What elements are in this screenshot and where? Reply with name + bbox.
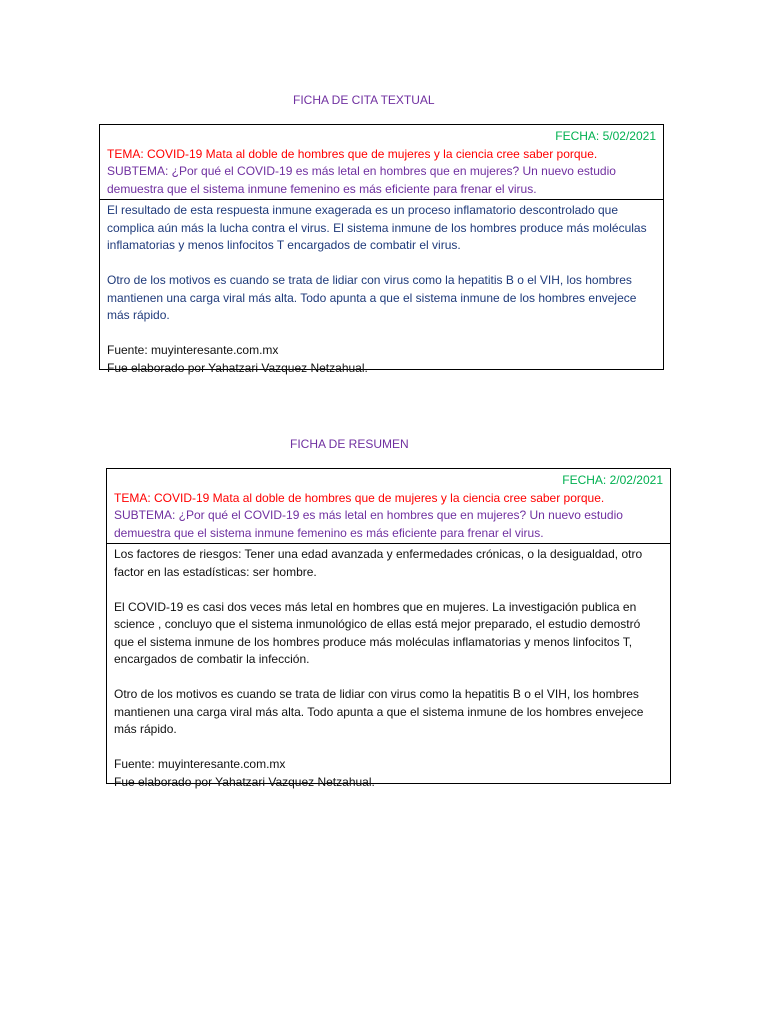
card-2-body (107, 544, 670, 795)
card-2-subtema: SUBTEMA: ¿Por qué el COVID-19 es más letal en hombres que en mujeres? Un nuevo estudio demuestra que el sistema inmune femenino es más eficiente para frenar el virus. (114, 508, 623, 540)
card-1-source: Fuente: muyinteresante.com.mx (107, 343, 279, 357)
card-1-author: Fue elaborado por Yahatzari Vazquez Netzahual. (107, 360, 368, 375)
card-2-date: FECHA: 2/02/2021 (562, 473, 663, 487)
card-1-subtema: SUBTEMA: ¿Por qué el COVID-19 es más letal en hombres que en mujeres? Un nuevo estudio demuestra que el sistema inmune femenino es más eficiente para frenar el virus. (107, 164, 616, 196)
card-2-spacer-3 (114, 739, 663, 757)
card-1-spacer-2 (107, 325, 656, 343)
card-2-spacer-2 (114, 669, 663, 687)
card-2-paragraph-3: Otro de los motivos es cuando se trata de lidiar con virus como la hepatitis B o el VIH, los hombres mantienen una carga viral más alta. Todo apunta a que el sistema inmune de los hombres envejece más rápido. (114, 687, 644, 736)
card-1-date: FECHA: 5/02/2021 (555, 129, 656, 143)
card-1-tema: TEMA: COVID-19 Mata al doble de hombres que de mujeres y la ciencia cree saber porque. (107, 146, 598, 161)
card-2-resumen (106, 468, 671, 789)
card-2-title: FICHA DE RESUMEN (290, 437, 409, 451)
card-2-author: Fue elaborado por Yahatzari Vazquez Netzahual. (114, 774, 375, 789)
card-2-tema: TEMA: COVID-19 Mata al doble de hombres que de mujeres y la ciencia cree saber porque. (114, 490, 605, 505)
card-2-paragraph-1: Los factores de riesgos: Tener una edad avanzada y enfermedades crónicas, o la desigualdad, otro factor en las estadísticas: ser hombre. (114, 547, 643, 579)
card-2-header (107, 469, 670, 544)
card-1-title: FICHA DE CITA TEXTUAL (293, 93, 435, 107)
card-2-paragraph-2: El COVID-19 es casi dos veces más letal en hombres que en mujeres. La investigación publica en science , concluyo que el sistema inmunológico de ellas está mejor preparado, el estudio demostró que el sistema inmune de los hombres produce más moléculas inflamatorias y menos linfocitos T, encargados de combatir la infección. (114, 599, 641, 666)
card-2-spacer-1 (114, 581, 663, 599)
card-1-spacer-1 (107, 255, 656, 273)
card-1-header (100, 125, 663, 200)
card-1-body (100, 200, 663, 381)
card-1-paragraph-1: El resultado de esta respuesta inmune exagerada es un proceso inflamatorio descontrolado que complica aún más la lucha contra el virus. El sistema inmune de los hombres produce más moléculas inflamatorias y menos linfocitos T encargados de combatir el virus. (107, 203, 647, 252)
card-2-source: Fuente: muyinteresante.com.mx (114, 757, 286, 771)
card-1-cita-textual (99, 124, 664, 375)
card-1-paragraph-2: Otro de los motivos es cuando se trata de lidiar con virus como la hepatitis B o el VIH, los hombres mantienen una carga viral más alta. Todo apunta a que el sistema inmune de los hombres envejece más rápido. (107, 273, 637, 322)
